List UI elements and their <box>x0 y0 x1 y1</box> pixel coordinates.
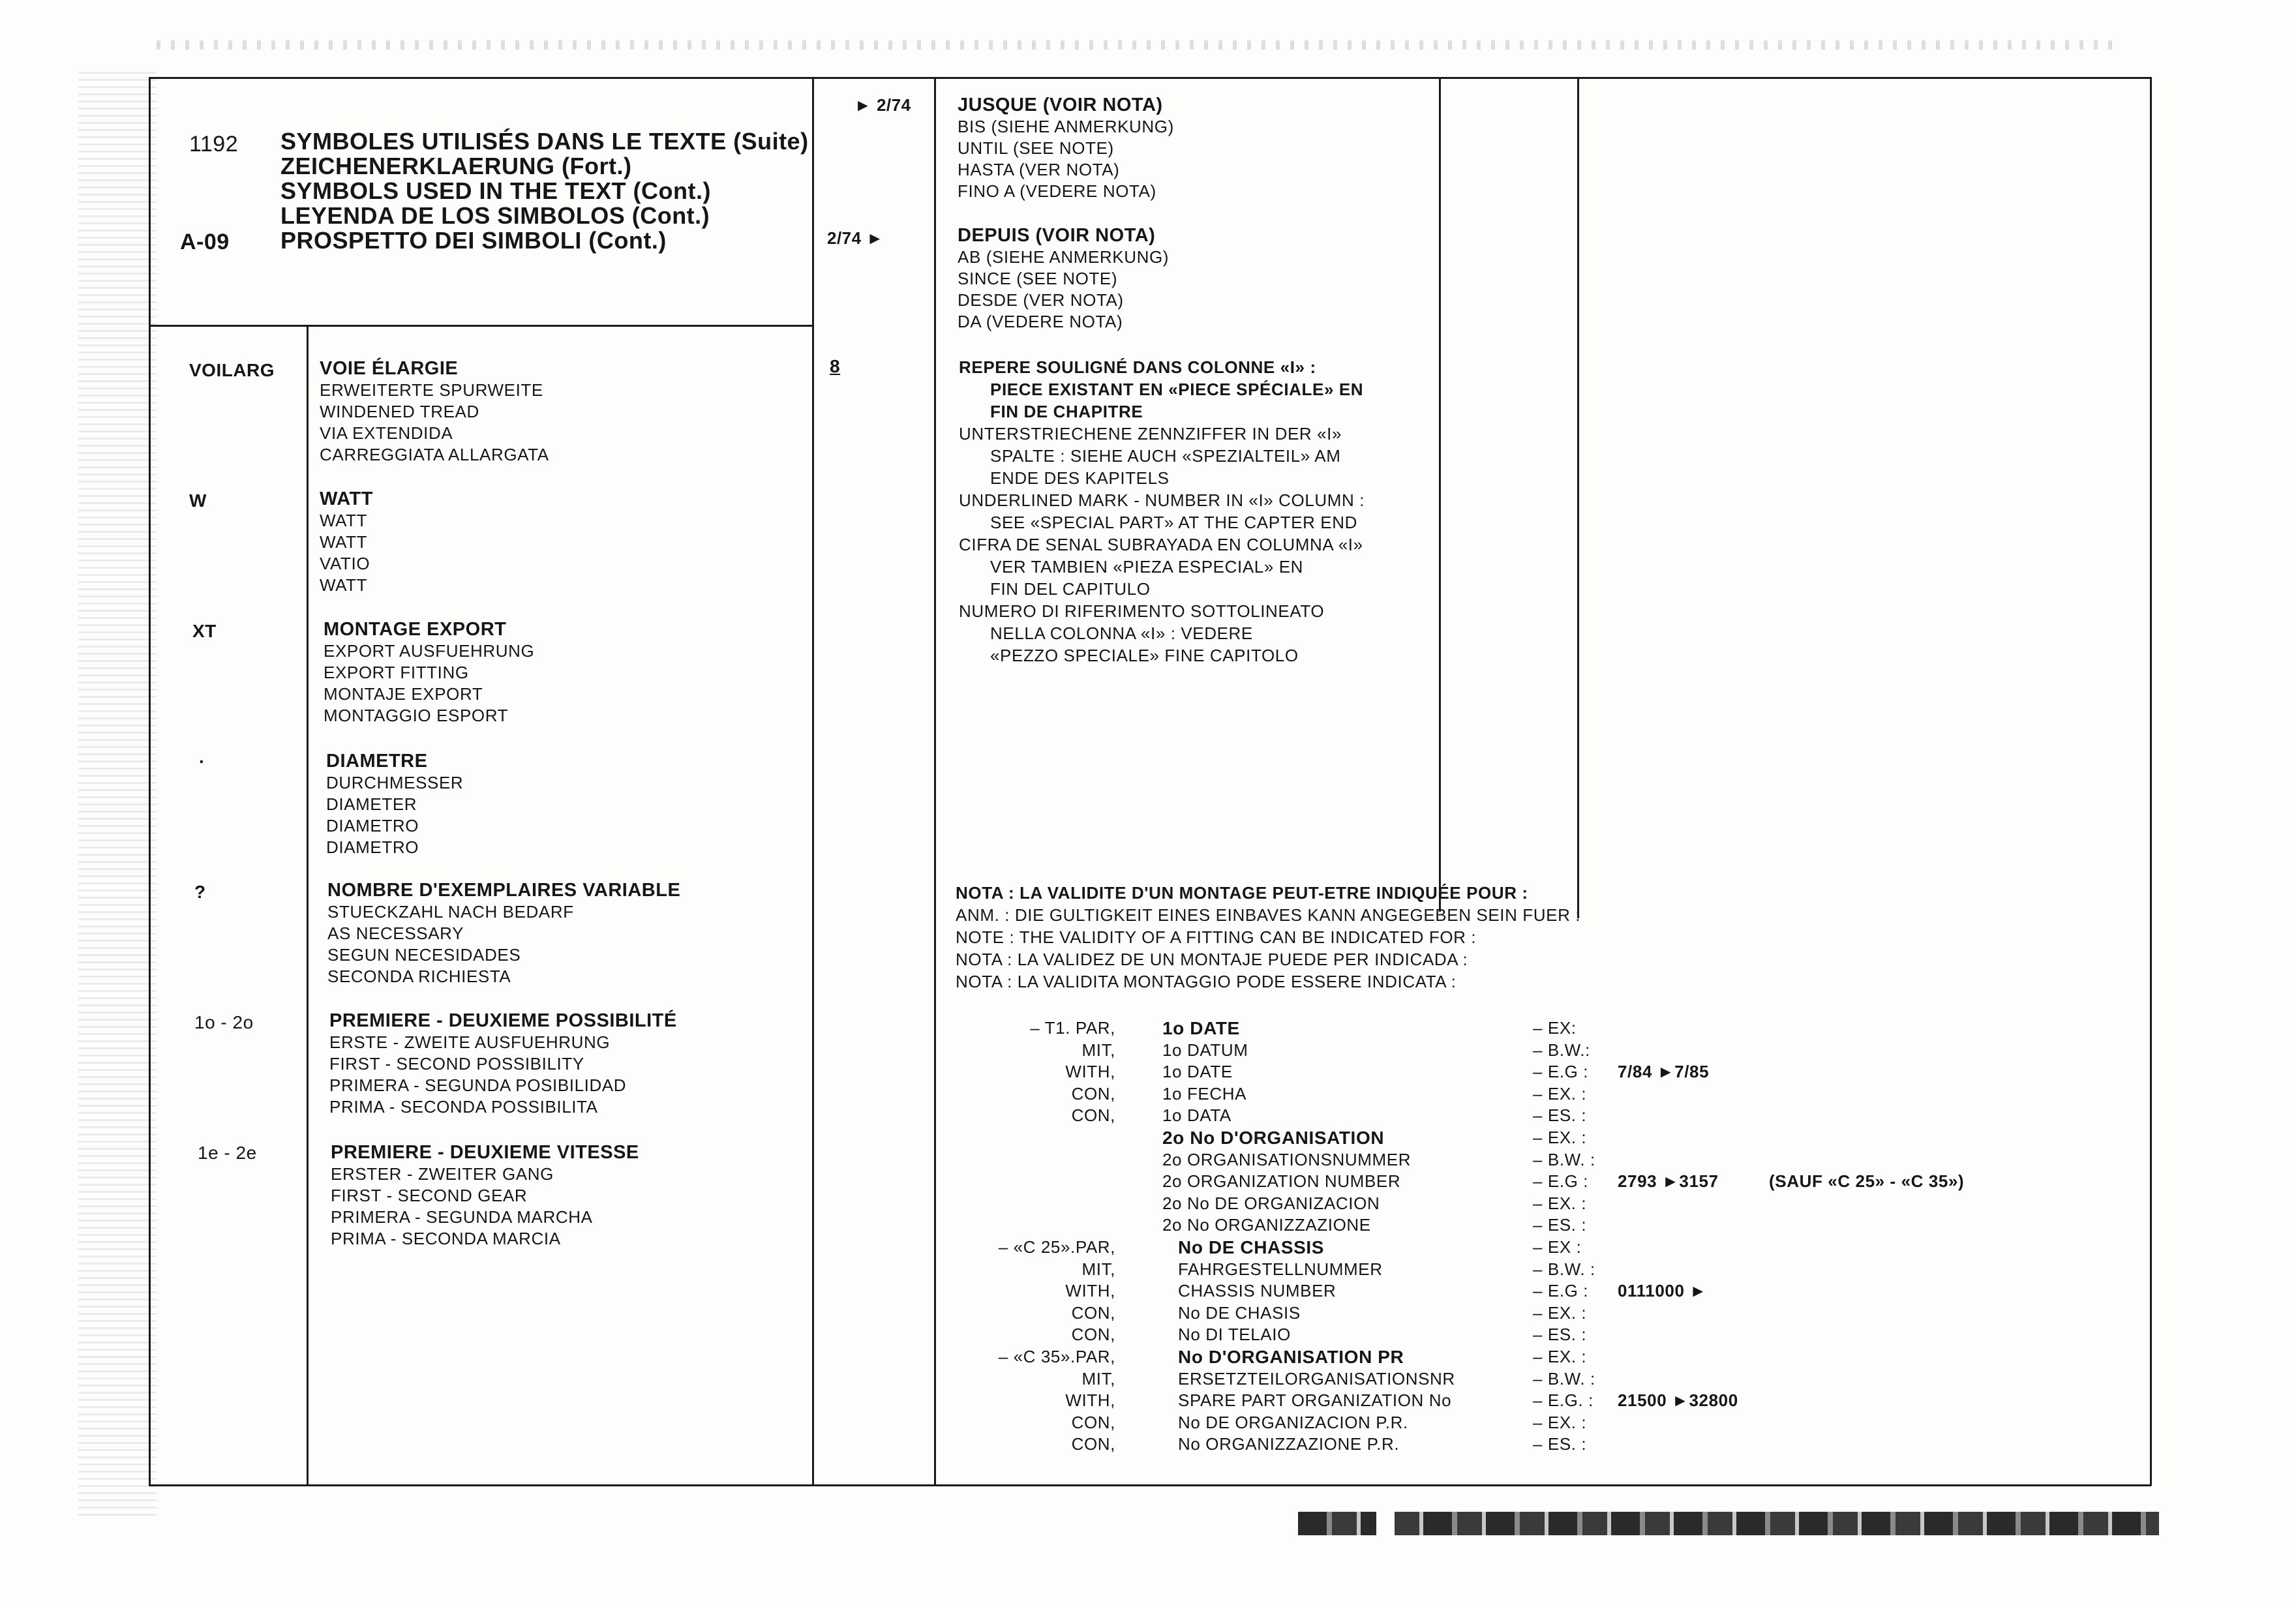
example-note <box>1769 1149 1964 1171</box>
example-tag: – E.G : <box>1533 1062 1589 1082</box>
example-note: (SAUF «C 25» - «C 35») <box>1769 1171 1965 1192</box>
right-col-divider-2 <box>1577 77 1579 918</box>
example-tag: – EX. : <box>1533 1193 1587 1213</box>
example-tag: – E.G. : <box>1533 1390 1594 1411</box>
example-prefix: WITH, <box>1065 1062 1115 1082</box>
example-description: 1o FECHA <box>1162 1083 1247 1104</box>
example-tag: – ES. : <box>1533 1434 1587 1454</box>
symbol-entry <box>327 879 680 987</box>
example-prefix <box>965 1193 1115 1215</box>
example-note <box>1769 1412 1964 1434</box>
repere-line: REPERE SOULIGNÉ DANS COLONNE «I» : <box>959 357 1316 377</box>
scan-strip-gap <box>1376 1512 1395 1535</box>
example-description: 1o DATUM <box>1162 1040 1248 1060</box>
example-tag: – ES. : <box>1533 1325 1587 1345</box>
symbol-entry <box>958 94 1174 202</box>
repere-line: PIECE EXISTANT EN «PIECE SPÉCIALE» EN <box>990 380 1364 399</box>
repere-line: SPALTE : SIEHE AUCH «SPEZIALTEIL» AM <box>990 446 1341 466</box>
translation-line: BIS (SIEHE ANMERKUNG) <box>958 117 1174 136</box>
page-title <box>280 129 809 253</box>
example-prefix: WITH, <box>1065 1390 1115 1411</box>
example-note <box>1769 1346 1964 1368</box>
example-value <box>1618 1368 1738 1390</box>
translation-line: DESDE (VER NOTA) <box>958 290 1124 310</box>
entry-translations <box>331 1164 639 1250</box>
repere-line: «PEZZO SPECIALE» FINE CAPITOLO <box>990 646 1299 665</box>
example-value: 0111000 ► <box>1618 1281 1707 1301</box>
scan-noise-top <box>157 40 2113 50</box>
symbol-entry <box>320 357 549 466</box>
example-value <box>1618 1434 1738 1456</box>
example-tag: – EX. : <box>1533 1083 1587 1104</box>
example-description: ERSETZTEILORGANISATIONSNR <box>1178 1368 1455 1389</box>
example-description: 2o No ORGANIZZAZIONE <box>1162 1215 1371 1235</box>
example-value <box>1618 1017 1738 1040</box>
example-value <box>1618 1302 1738 1325</box>
entry-translations <box>958 247 1169 333</box>
entry-translations <box>327 901 680 987</box>
example-description: SPARE PART ORGANIZATION No <box>1178 1390 1452 1411</box>
entry-title: DEPUIS (VOIR NOTA) <box>958 225 1156 246</box>
repere-text <box>959 356 1365 667</box>
example-value <box>1618 1083 1738 1105</box>
repere-line: NELLA COLONNA «I» : VEDERE <box>990 623 1253 643</box>
examples-prefix-column <box>965 1017 1115 1456</box>
example-description: 2o No D'ORGANISATION <box>1162 1127 1385 1148</box>
title-de: ZEICHENERKLAERUNG (Fort.) <box>280 153 632 179</box>
translation-line: DIAMETER <box>326 794 417 814</box>
example-description: 2o ORGANISATIONSNUMMER <box>1162 1149 1412 1169</box>
frame-bottom <box>149 1484 2151 1486</box>
example-value <box>1618 1040 1738 1062</box>
entry-translations <box>320 380 549 466</box>
symbol-code: XT <box>192 621 217 641</box>
example-prefix <box>965 1149 1115 1171</box>
repere-line: CIFRA DE SENAL SUBRAYADA EN COLUMNA «I» <box>959 535 1363 554</box>
examples-value-column <box>1618 1017 1738 1456</box>
translation-line: FIRST - SECOND GEAR <box>331 1186 528 1205</box>
entry-translations <box>958 116 1174 202</box>
symbol-entry <box>958 224 1169 333</box>
frame-top <box>149 77 2151 79</box>
example-value: 21500 ►32800 <box>1618 1390 1738 1411</box>
example-description: No D'ORGANISATION PR <box>1178 1346 1404 1367</box>
scan-noise-left <box>78 72 157 1520</box>
example-tag: – B.W.: <box>1533 1040 1591 1060</box>
example-note <box>1769 1083 1964 1105</box>
example-value: 7/84 ►7/85 <box>1618 1062 1710 1082</box>
translation-line: EXPORT FITTING <box>324 663 469 682</box>
example-note <box>1769 1193 1964 1215</box>
example-prefix <box>965 1214 1115 1237</box>
title-fr: SYMBOLES UTILISÉS DANS LE TEXTE (Suite) <box>280 128 809 155</box>
examples-note-column <box>1769 1017 1964 1456</box>
example-prefix: MIT, <box>1081 1259 1115 1279</box>
symbol-code: ? <box>194 882 206 902</box>
repere-line: UNTERSTRIECHENE ZENNZIFFER IN DER «I» <box>959 424 1342 443</box>
entry-title: WATT <box>320 488 373 509</box>
example-note <box>1769 1368 1964 1390</box>
translation-line: PRIMERA - SEGUNDA MARCHA <box>331 1207 593 1227</box>
repere-line: ENDE DES KAPITELS <box>990 468 1170 488</box>
example-note <box>1769 1017 1964 1040</box>
nota-en: NOTE : THE VALIDITY OF A FITTING CAN BE INDICATED FOR : <box>956 927 1477 947</box>
translation-line: ERWEITERTE SPURWEITE <box>320 380 543 400</box>
entry-translations <box>324 640 534 727</box>
example-note <box>1769 1061 1964 1083</box>
example-description: 2o ORGANIZATION NUMBER <box>1162 1171 1401 1192</box>
translation-line: AB (SIEHE ANMERKUNG) <box>958 247 1170 267</box>
example-value <box>1618 1324 1738 1346</box>
symbol-entry <box>320 488 373 596</box>
example-note <box>1769 1127 1964 1149</box>
entry-title: DIAMETRE <box>326 751 428 772</box>
example-tag: – B.W. : <box>1533 1259 1595 1279</box>
example-note <box>1769 1214 1964 1237</box>
example-note <box>1769 1324 1964 1346</box>
example-prefix: MIT, <box>1081 1040 1115 1060</box>
section-code: A-09 <box>180 230 230 254</box>
entry-translations <box>329 1032 677 1118</box>
example-prefix: WITH, <box>1065 1281 1115 1301</box>
example-prefix: CON, <box>1071 1105 1115 1126</box>
translation-line: ERSTE - ZWEITE AUSFUEHRUNG <box>329 1032 611 1052</box>
symbol-code: 1o - 2o <box>194 1012 254 1032</box>
example-note <box>1769 1302 1964 1325</box>
example-description: FAHRGESTELLNUMMER <box>1178 1259 1383 1279</box>
symbol-code: 1e - 2e <box>198 1143 257 1163</box>
example-tag: – EX. : <box>1533 1412 1587 1432</box>
example-note <box>1769 1237 1964 1259</box>
entry-translations <box>320 510 373 596</box>
examples-tag-column <box>1533 1017 1595 1456</box>
entry-title: PREMIERE - DEUXIEME POSSIBILITÉ <box>329 1010 677 1031</box>
translation-line: FIRST - SECOND POSSIBILITY <box>329 1054 584 1074</box>
example-description: No ORGANIZZAZIONE P.R. <box>1178 1434 1400 1454</box>
example-value <box>1618 1193 1738 1215</box>
repere-code: 8 <box>830 356 841 376</box>
symbol-entry <box>329 1010 677 1118</box>
example-prefix: – «C 35».PAR, <box>998 1346 1115 1366</box>
translation-line: WATT <box>320 575 368 595</box>
example-tag: – B.W. : <box>1533 1149 1595 1169</box>
example-tag: – E.G : <box>1533 1281 1589 1301</box>
example-description: 1o DATE <box>1162 1018 1240 1038</box>
repere-line: FIN DEL CAPITULO <box>990 579 1151 599</box>
example-tag: – EX. : <box>1533 1346 1587 1366</box>
symbol-code: · <box>199 751 205 772</box>
title-en: SYMBOLS USED IN THE TEXT (Cont.) <box>280 177 711 204</box>
entry-translations <box>326 772 463 858</box>
example-description: 2o No DE ORGANIZACION <box>1162 1193 1380 1213</box>
example-value: 2793 ►3157 <box>1618 1171 1719 1192</box>
example-note <box>1769 1040 1964 1062</box>
translation-line: WINDENED TREAD <box>320 402 479 421</box>
translation-line: STUECKZAHL NACH BEDARF <box>327 902 574 922</box>
header-divider <box>149 325 813 327</box>
repere-line: SEE «SPECIAL PART» AT THE CAPTER END <box>990 513 1357 532</box>
example-prefix: CON, <box>1071 1412 1115 1432</box>
nota-fr: NOTA : LA VALIDITE D'UN MONTAGE PEUT-ETRE INDIQUÉE POUR : <box>956 883 1528 903</box>
example-prefix: CON, <box>1071 1302 1115 1323</box>
examples-description-column <box>1162 1017 1455 1456</box>
translation-line: SINCE (SEE NOTE) <box>958 269 1118 288</box>
translation-line: UNTIL (SEE NOTE) <box>958 138 1114 158</box>
translation-line: PRIMA - SECONDA MARCIA <box>331 1229 561 1248</box>
left-code-divider <box>307 325 309 1486</box>
translation-line: VATIO <box>320 554 370 573</box>
translation-line: WATT <box>320 511 368 530</box>
example-prefix <box>965 1171 1115 1193</box>
translation-line: WATT <box>320 532 368 552</box>
frame-center <box>812 77 814 1486</box>
translation-line: ERSTER - ZWEITER GANG <box>331 1164 554 1184</box>
example-note <box>1769 1390 1964 1412</box>
example-description: 1o DATA <box>1162 1105 1231 1126</box>
example-note <box>1769 1434 1964 1456</box>
entry-title: NOMBRE D'EXEMPLAIRES VARIABLE <box>327 880 681 901</box>
right-code-divider <box>934 77 936 1486</box>
entry-title: MONTAGE EXPORT <box>324 619 507 640</box>
nota-it: NOTA : LA VALIDITA MONTAGGIO PODE ESSERE INDICATA : <box>956 972 1457 991</box>
frame-left <box>149 77 151 1486</box>
example-tag: – E.G : <box>1533 1171 1589 1192</box>
translation-line: FINO A (VEDERE NOTA) <box>958 181 1156 201</box>
example-prefix: – T1. PAR, <box>1030 1018 1115 1038</box>
example-description: No DE CHASSIS <box>1178 1237 1325 1257</box>
repere-line: NUMERO DI RIFERIMENTO SOTTOLINEATO <box>959 601 1325 621</box>
translation-line: AS NECESSARY <box>327 924 464 943</box>
translation-line: DIAMETRO <box>326 816 419 835</box>
symbol-code: ► 2/74 <box>854 95 911 115</box>
title-es: LEYENDA DE LOS SIMBOLOS (Cont.) <box>280 202 710 229</box>
translation-line: EXPORT AUSFUEHRUNG <box>324 641 535 661</box>
nota-block <box>956 882 1580 993</box>
example-tag: – EX. : <box>1533 1127 1587 1147</box>
entry-title: PREMIERE - DEUXIEME VITESSE <box>331 1142 639 1163</box>
repere-line: FIN DE CHAPITRE <box>990 402 1143 421</box>
example-prefix: CON, <box>1071 1434 1115 1454</box>
frame-right <box>2150 77 2152 1486</box>
nota-de: ANM. : DIE GULTIGKEIT EINES EINBAVES KANN ANGEGEBEN SEIN FUER : <box>956 905 1581 925</box>
example-value <box>1618 1149 1738 1171</box>
example-description: CHASSIS NUMBER <box>1178 1281 1337 1301</box>
example-tag: – EX: <box>1533 1018 1577 1038</box>
example-tag: – ES. : <box>1533 1215 1587 1235</box>
symbol-entry <box>326 750 463 858</box>
example-value <box>1618 1127 1738 1149</box>
symbol-entry <box>331 1141 639 1250</box>
example-description: No DE ORGANIZACION P.R. <box>1178 1412 1408 1432</box>
symbol-code: VOILARG <box>189 360 275 380</box>
example-note <box>1769 1259 1964 1281</box>
entry-title: VOIE ÉLARGIE <box>320 358 459 379</box>
page-code: 1192 <box>189 132 239 157</box>
symbol-entry <box>324 618 534 727</box>
example-tag: – EX : <box>1533 1237 1582 1257</box>
title-it: PROSPETTO DEI SIMBOLI (Cont.) <box>280 227 667 254</box>
example-tag: – B.W. : <box>1533 1368 1595 1389</box>
scan-strip-bottom <box>1298 1512 2159 1535</box>
example-description: No DI TELAIO <box>1178 1325 1291 1345</box>
example-value <box>1618 1214 1738 1237</box>
entry-title: JUSQUE (VOIR NOTA) <box>958 95 1163 115</box>
symbol-code: W <box>189 490 207 511</box>
example-value <box>1618 1412 1738 1434</box>
translation-line: VIA EXTENDIDA <box>320 423 453 443</box>
example-prefix: CON, <box>1071 1083 1115 1104</box>
example-note <box>1769 1105 1964 1127</box>
translation-line: PRIMERA - SEGUNDA POSIBILIDAD <box>329 1075 627 1095</box>
example-prefix <box>965 1127 1115 1149</box>
translation-line: SECONDA RICHIESTA <box>327 967 511 986</box>
example-note <box>1769 1280 1964 1302</box>
example-description: 1o DATE <box>1162 1062 1233 1082</box>
example-prefix: – «C 25».PAR, <box>998 1237 1115 1257</box>
translation-line: MONTAJE EXPORT <box>324 684 483 704</box>
example-description: No DE CHASIS <box>1178 1302 1301 1323</box>
symbol-code: 2/74 ► <box>827 228 884 248</box>
example-value <box>1618 1105 1738 1127</box>
example-prefix: CON, <box>1071 1325 1115 1345</box>
repere-line: VER TAMBIEN «PIEZA ESPECIAL» EN <box>990 557 1304 577</box>
translation-line: SEGUN NECESIDADES <box>327 945 521 965</box>
translation-line: DA (VEDERE NOTA) <box>958 312 1123 331</box>
right-col-divider-1 <box>1439 77 1441 912</box>
translation-line: DURCHMESSER <box>326 773 464 792</box>
example-value <box>1618 1346 1738 1368</box>
example-value <box>1618 1259 1738 1281</box>
translation-line: PRIMA - SECONDA POSSIBILITA <box>329 1097 598 1117</box>
repere-line: UNDERLINED MARK - NUMBER IN «I» COLUMN : <box>959 490 1365 510</box>
example-value <box>1618 1237 1738 1259</box>
translation-line: HASTA (VER NOTA) <box>958 160 1120 179</box>
translation-line: DIAMETRO <box>326 837 419 857</box>
nota-es: NOTA : LA VALIDEZ DE UN MONTAJE PUEDE PER INDICADA : <box>956 950 1468 969</box>
example-tag: – ES. : <box>1533 1105 1587 1126</box>
translation-line: CARREGGIATA ALLARGATA <box>320 445 549 464</box>
example-tag: – EX. : <box>1533 1302 1587 1323</box>
example-prefix: MIT, <box>1081 1368 1115 1389</box>
translation-line: MONTAGGIO ESPORT <box>324 706 509 725</box>
